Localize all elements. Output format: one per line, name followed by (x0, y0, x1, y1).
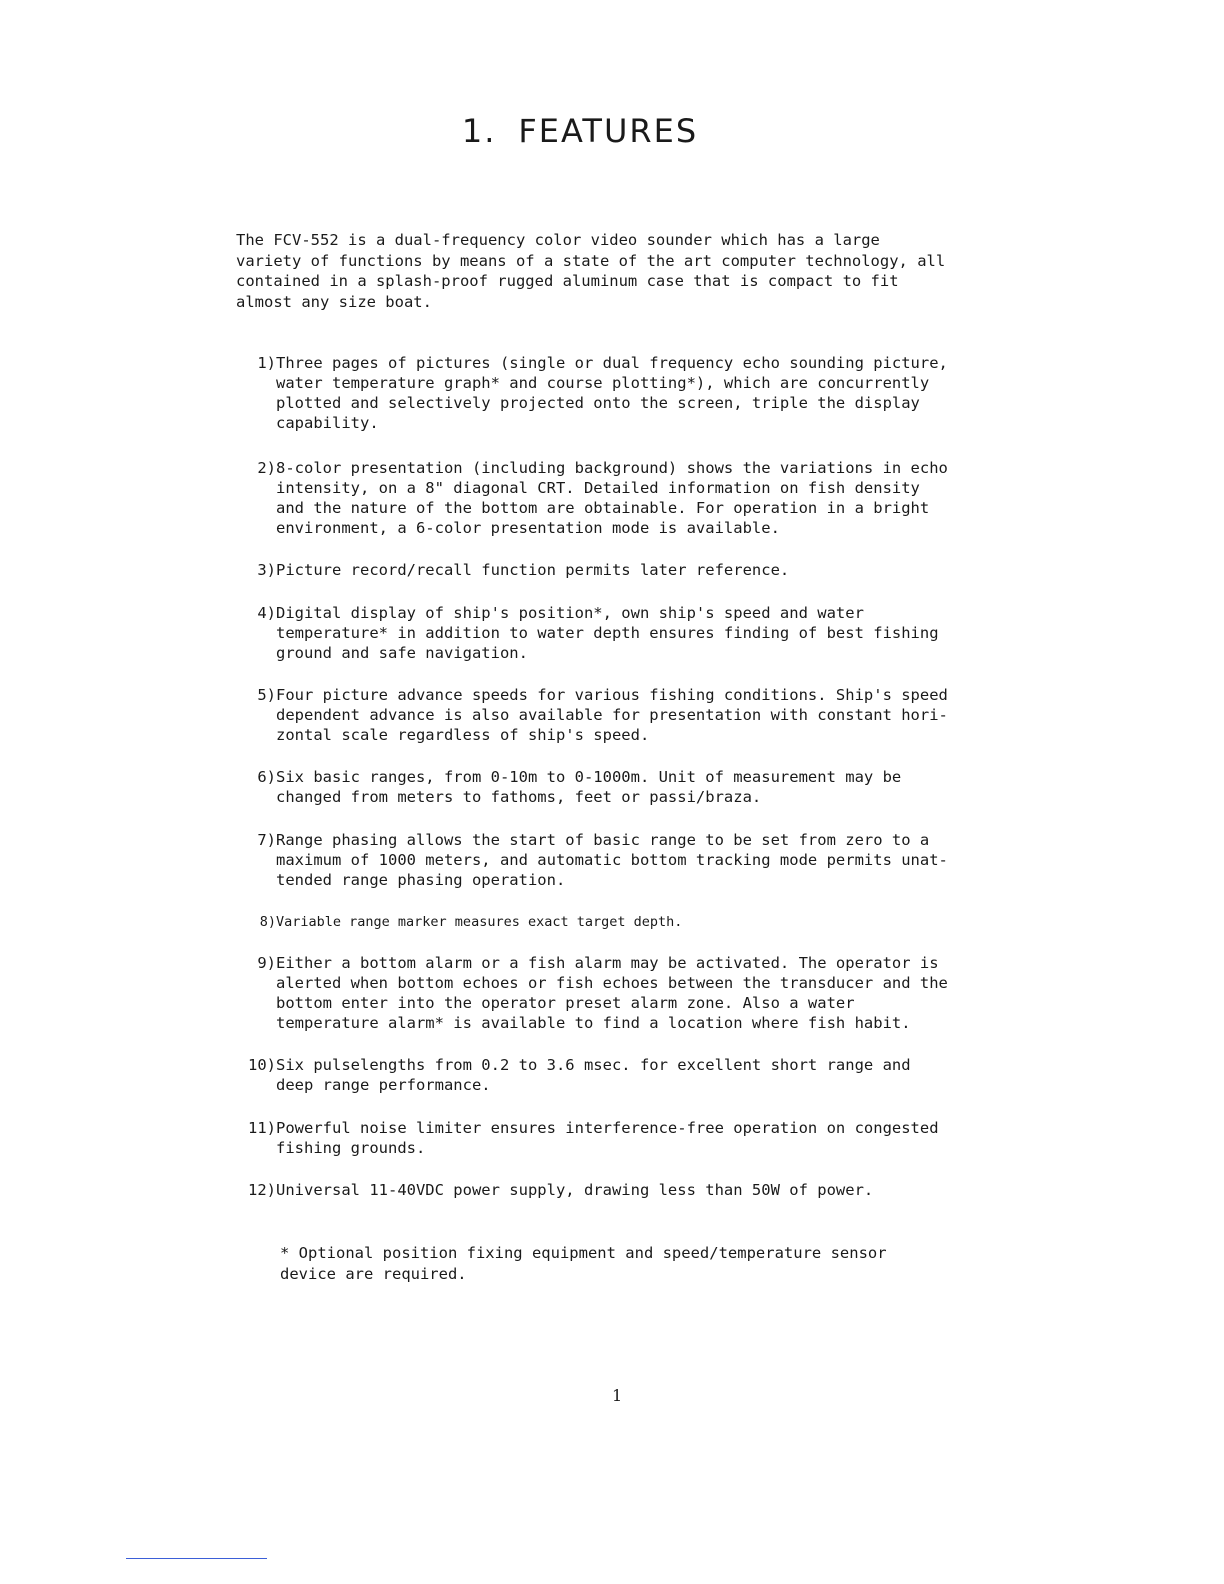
feature-item (236, 953, 1026, 1033)
feature-item (236, 685, 1026, 745)
feature-item (236, 830, 1026, 890)
feature-item (236, 1055, 1026, 1095)
feature-index: 3) (257, 561, 276, 579)
feature-index: 7) (257, 831, 276, 849)
feature-text: Four picture advance speeds for various fishing conditions. Ship's speed dependent advance is also available for presentation with constant hori- zontal scale regardless of ship's speed. (276, 686, 948, 744)
feature-text: Digital display of ship's position*, own ship's speed and water temperature* in addition to water depth ensures finding of best fishing ground and safe navigation. (276, 604, 939, 662)
feature-index: 11) (248, 1119, 276, 1137)
feature-item (236, 458, 1026, 538)
feature-index: 8) (259, 914, 276, 930)
feature-text: Picture record/recall function permits later reference. (276, 561, 790, 579)
feature-text: Either a bottom alarm or a fish alarm may be activated. The operator is alerted when bottom echoes or fish echoes between the transducer and the bottom enter into the operator preset alarm zone. Also a water temperature alarm* is available to find a location where fish habit. (276, 954, 948, 1032)
feature-text: Three pages of pictures (single or dual frequency echo sounding picture, water temperature graph* and course plotting*), which are concurrently plotted and selectively projected onto the screen, triple the display capability. (276, 354, 948, 432)
feature-index: 9) (257, 954, 276, 972)
feature-item (236, 1180, 1026, 1200)
feature-text: Universal 11-40VDC power supply, drawing less than 50W of power. (276, 1181, 874, 1199)
feature-text: 8-color presentation (including background) shows the variations in echo intensity, on a 8" diagonal CRT. Detailed information on fish density and the nature of the bottom are obtainable. For operation in a bright environment, a 6-color presentation mode is available. (276, 459, 948, 537)
feature-index: 1) (257, 354, 276, 372)
footer-rule (126, 1558, 267, 1559)
feature-text: Six basic ranges, from 0-10m to 0-1000m. Unit of measurement may be changed from meters to fathoms, feet or passi/braza. (276, 768, 902, 806)
intro-paragraph: The FCV-552 is a dual-frequency color video sounder which has a large variety of functions by means of a state of the art computer technology, all contained in a splash-proof rugged aluminum case that is compact to fit almost any size boat. (236, 231, 946, 311)
feature-index: 2) (257, 459, 276, 477)
feature-item (236, 1118, 1026, 1158)
feature-item (236, 353, 1026, 433)
feature-text: Six pulselengths from 0.2 to 3.6 msec. for excellent short range and deep range performance. (276, 1056, 911, 1094)
page-title (0, 112, 1160, 150)
feature-index: 12) (248, 1181, 276, 1199)
feature-index: 4) (257, 604, 276, 622)
feature-index: 10) (248, 1056, 276, 1074)
feature-text: Variable range marker measures exact target depth. (276, 914, 683, 930)
feature-text: Range phasing allows the start of basic range to be set from zero to a maximum of 1000 meters, and automatic bottom tracking mode permits unat- tended range phasing operation. (276, 831, 948, 889)
feature-index: 6) (257, 768, 276, 786)
feature-item (236, 767, 1026, 807)
feature-text: Powerful noise limiter ensures interference-free operation on congested fishing grounds. (276, 1119, 939, 1157)
section-title: FEATURES (518, 112, 699, 150)
feature-item (236, 603, 1026, 663)
page-number: 1 (612, 1386, 623, 1405)
footnote: * Optional position fixing equipment and speed/temperature sensor device are required. (280, 1244, 887, 1283)
feature-index: 5) (257, 686, 276, 704)
feature-item (236, 560, 1026, 580)
section-number: 1. (461, 112, 497, 150)
feature-item (236, 912, 1026, 932)
